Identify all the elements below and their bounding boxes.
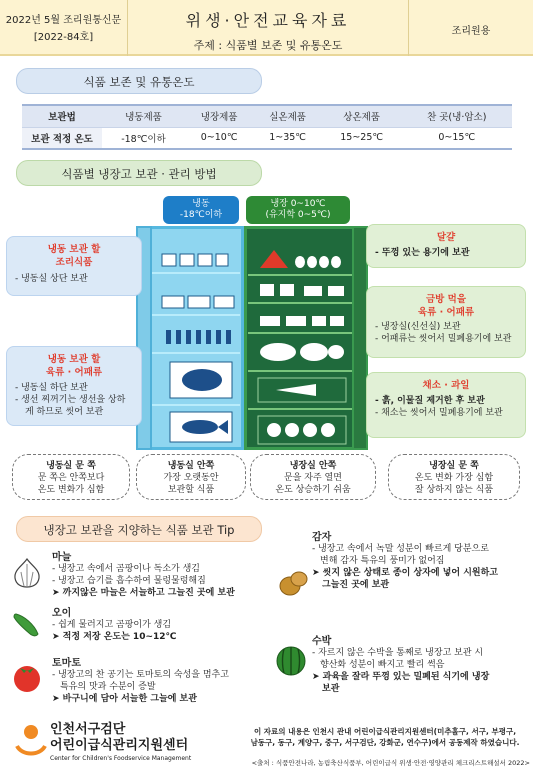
callout-bullet: - 냉장실(신선실) 보관 (375, 322, 461, 332)
cucumber-icon (10, 606, 44, 640)
tip-garlic (52, 548, 282, 599)
tip-line: - 냉장고 속에서 곰팡이나 독소가 생김 (52, 564, 200, 574)
callout-bullet: - 냉동실 상단 보관 (15, 274, 88, 284)
fridge-label (246, 196, 350, 224)
fridge-label-line1: 냉장 0~10℃ (270, 199, 326, 209)
table-header-cell: 상온제품 (322, 105, 402, 127)
zone-fridge-door (388, 454, 520, 500)
frozen-bottles-row (160, 324, 236, 348)
bottle-icon (160, 324, 236, 348)
table-header-cell: 보관법 (22, 105, 102, 127)
fish-meat-icon (256, 338, 348, 366)
tip-potato (312, 528, 528, 591)
callout-title: 달걀 (436, 232, 456, 243)
egg-icon (258, 248, 348, 272)
zone-title: 냉동실 안쪽 (167, 461, 215, 471)
callout-vegetables (366, 372, 526, 438)
tip-line: - 냉장고 속에서 녹말 성분이 빠르게 당분으로 (312, 544, 489, 554)
page-subtitle: 주제 : 식품별 보존 및 유통온도 (193, 39, 343, 52)
frozen-food-boxes (160, 250, 230, 268)
header-title-block (128, 0, 408, 56)
callout-bullet: - 냉동실 하단 보관 (15, 383, 88, 393)
meat-icon (168, 360, 234, 400)
page-title: 위생·안전교육자료 (185, 11, 351, 30)
table-header-cell: 실온제품 (253, 105, 321, 127)
storage-temp-table (22, 104, 512, 150)
org-name-line2: 어린이급식관리지원센터 (50, 738, 189, 753)
audience-label: 조리원용 (408, 0, 533, 56)
callout-bullet: - 뚜껑 있는 용기에 보관 (375, 248, 470, 258)
callout-title: 조리식품 (55, 257, 93, 268)
callout-title: 육류 · 어패류 (45, 367, 103, 378)
egg-tray (258, 248, 348, 272)
table-header-cell: 냉장제품 (185, 105, 253, 127)
bowl-icon (256, 308, 348, 330)
callout-bullet: - 생선 찌꺼기는 생선을 상하게 하므로 씻어 보관 (15, 395, 126, 417)
food-box-icon (160, 250, 230, 268)
watermelon-icon (274, 644, 308, 678)
fridge-containers-row (256, 278, 348, 300)
tip-line: - 냉장고의 찬 공기는 토마토의 숙성을 멈추고 (52, 670, 229, 680)
callout-title: 냉동 보관 할 (47, 354, 101, 365)
issue-number: [2022-84호] (33, 32, 94, 43)
zone-title: 냉동실 문 쪽 (46, 461, 96, 471)
issue-title: 2022년 5월 조리원통신문 (5, 15, 122, 26)
freezer-label-line2: -18℃이하 (179, 210, 223, 220)
freezer-shelf (152, 272, 240, 274)
frozen-fish-package (168, 410, 234, 444)
zone-line: 온도 상승하기 쉬움 (275, 485, 351, 495)
newsletter-issue (0, 0, 128, 56)
tip-line: - 자르지 않은 수박을 통째로 냉장고 보관 시 (312, 648, 484, 658)
fridge-bowls-row (256, 308, 348, 330)
org-name-line1: 인천서구검단 (50, 722, 126, 737)
zone-freezer-door (12, 454, 130, 500)
tip-line: 특유의 맛과 수분이 증발 (60, 682, 156, 692)
table-cell: 1~35℃ (253, 127, 321, 149)
table-header-row (22, 105, 512, 127)
table-row (22, 127, 512, 149)
tip-name: 감자 (312, 532, 332, 543)
freezer-label-line1: 냉동 (192, 199, 210, 209)
zone-freezer-inside (136, 454, 246, 500)
tip-line: - 쉽게 물러지고 곰팡이가 생김 (52, 620, 172, 630)
table-cell: 0~10℃ (185, 127, 253, 149)
org-name-english: Center for Children's Foodservice Management (50, 755, 192, 762)
table-cell: 보관 적정 온도 (22, 127, 102, 149)
footer-note-line2: 남동구, 동구, 계양구, 중구, 서구검단, 강화군, 연수구)에서 공동제작 하였습니다. (250, 738, 520, 747)
tip-advice: ➤ 까지않은 마늘은 서늘하고 그늘진 곳에 보관 (52, 588, 235, 598)
tip-cucumber (52, 604, 282, 643)
fish-icon (168, 410, 234, 444)
tip-name: 마늘 (52, 552, 72, 563)
frozen-container-row (160, 292, 236, 310)
table-header-cell: 찬 곳(냉·암소) (401, 105, 512, 127)
freezer-label (163, 196, 239, 224)
callout-title: 육류 · 어패류 (417, 307, 475, 318)
footer-note-line1: 이 자료의 내용은 인천시 관내 어린이급식관리지원센터(미추홀구, 서구, 부평구, (253, 727, 517, 736)
fridge-shelf (248, 274, 352, 276)
table-cell: 15~25℃ (322, 127, 402, 149)
zone-fridge-inside (250, 454, 376, 500)
zone-line: 온도 변화 가장 심함 (414, 473, 494, 483)
tip-advice: 그늘진 곳에 보관 (322, 580, 390, 590)
tomato-icon (10, 660, 44, 694)
fridge-shelf (248, 370, 352, 372)
fridge-vegetable-crisper (256, 376, 348, 404)
table-header-cell: 냉동제품 (102, 105, 185, 127)
zone-title: 냉장실 안쪽 (289, 461, 337, 471)
callout-freezer-cooked (6, 236, 142, 296)
callout-bullet: - 채소는 씻어서 밀폐용기에 보관 (375, 408, 503, 418)
garlic-icon (10, 556, 44, 590)
tip-watermelon (312, 632, 528, 695)
freezer-shelf (152, 352, 240, 354)
tip-line: 향산화 성분이 빠지고 빨리 썩음 (320, 660, 445, 670)
fruit-icon (256, 414, 348, 446)
callout-bullet: - 어패류는 씻어서 밀폐용기에 보관 (375, 334, 512, 344)
tip-name: 오이 (52, 608, 72, 619)
tip-line: - 냉장고 습기를 흡수하여 물렁물렁해짐 (52, 576, 206, 586)
center-logo (50, 722, 240, 763)
fresh-meat-fish (256, 338, 348, 366)
zone-title: 냉장실 문 쪽 (429, 461, 479, 471)
footer-source: <출처 : 식품안전나라, 농림축산식품부, 어린이급식 위생·안전·영양관리 체크리스트해설서 2022> (251, 759, 530, 767)
table-cell: -18℃이하 (102, 127, 185, 149)
container-icon (256, 278, 348, 300)
potato-icon (276, 566, 310, 600)
freezer-shelf (152, 404, 240, 406)
callout-freezer-meat (6, 346, 142, 426)
tip-tomato (52, 654, 282, 705)
tip-name: 토마토 (52, 658, 81, 669)
container-icon (160, 292, 236, 310)
tip-advice: ➤ 적정 저장 온도는 10~12℃ (52, 632, 177, 642)
zone-line: 가장 오랫동안 (163, 473, 219, 483)
tip-advice: 보관 (322, 684, 340, 694)
fridge-label-line2: (유지학 0~5℃) (265, 210, 331, 220)
zone-line: 보관할 식품 (167, 485, 215, 495)
section-storage-tip-title: 냉장고 보관을 지양하는 식품 보관 Tip (16, 516, 262, 542)
tip-advice: ➤ 씻지 않은 상태로 종이 상자에 넣어 시원하고 (312, 568, 498, 578)
footer-note (242, 726, 528, 748)
callout-bullet: - 흙, 이물질 제거한 후 보관 (375, 396, 485, 406)
tip-line: 변해 감자 특유의 풍미가 없어짐 (320, 556, 445, 566)
table-cell: 0~15℃ (401, 127, 512, 149)
frozen-meat-package (168, 360, 234, 400)
carrot-icon (256, 376, 348, 404)
tip-advice: ➤ 바구니에 담아 서늘한 그늘에 보관 (52, 694, 197, 704)
section-fridge-method-title: 식품별 냉장고 보관 · 관리 방법 (16, 160, 262, 186)
callout-title: 금방 먹을 (425, 294, 466, 305)
zone-line: 문 쪽은 안쪽보다 (37, 473, 105, 483)
center-logo-icon (14, 722, 48, 760)
callout-title: 채소 · 과일 (422, 380, 470, 391)
callout-title: 냉동 보관 할 (47, 244, 101, 255)
fridge-shelf (248, 332, 352, 334)
tip-advice: ➤ 과육을 잘라 뚜껑 있는 밀폐된 식기에 냉장 (312, 672, 490, 682)
callout-eggs (366, 224, 526, 268)
section-storage-temp-title: 식품 보존 및 유통온도 (16, 68, 262, 94)
fridge-shelf (248, 408, 352, 410)
fruit-drawer (256, 414, 348, 446)
tip-name: 수박 (312, 636, 332, 647)
zone-line: 잘 상하지 않는 식품 (414, 485, 494, 495)
zone-line: 온도 변화가 심함 (37, 485, 105, 495)
fridge-shelf (248, 302, 352, 304)
freezer-shelf (152, 314, 240, 316)
callout-fresh-meat (366, 286, 526, 358)
zone-line: 문을 자주 열면 (284, 473, 342, 483)
